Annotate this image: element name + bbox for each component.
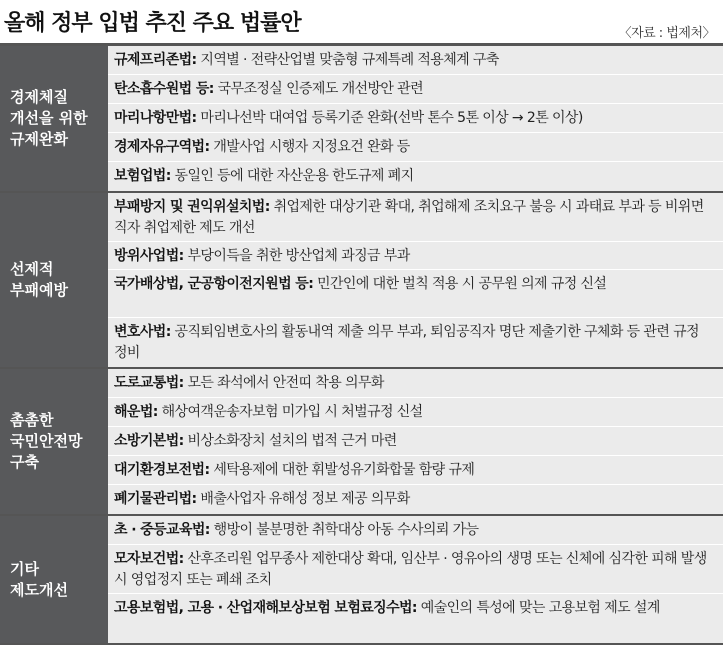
law-description: 부당이득을 취한 방산업체 과징금 부과 bbox=[183, 248, 410, 264]
law-description: 행방이 불분명한 취학대상 아동 수사의뢰 가능 bbox=[209, 522, 479, 538]
law-description: 동일인 등에 대한 자산운용 한도규제 폐지 bbox=[170, 168, 414, 184]
law-name: 고용보험법, 고용 · 산업재해보상보험 보험료징수법: bbox=[114, 600, 417, 616]
law-name: 마리나항만법: bbox=[114, 110, 197, 126]
category-label: 선제적 부패예방 bbox=[0, 193, 108, 367]
law-item bbox=[108, 545, 723, 594]
law-name: 탄소흡수원법 등: bbox=[114, 81, 214, 97]
law-name: 경제자유구역법: bbox=[114, 139, 210, 155]
category-label: 촘촘한 국민안전망 구축 bbox=[0, 369, 108, 514]
law-list bbox=[108, 516, 723, 643]
law-list bbox=[108, 46, 723, 191]
law-item bbox=[108, 516, 723, 545]
law-item bbox=[108, 193, 723, 242]
law-item bbox=[108, 162, 723, 191]
law-description: 개발사업 시행자 지정요건 완화 등 bbox=[209, 139, 410, 155]
law-name: 규제프리존법: bbox=[114, 52, 197, 68]
law-description: 국무조정실 인증제도 개선방안 관련 bbox=[213, 81, 424, 97]
category-label: 경제체질 개선을 위한 규제완화 bbox=[0, 46, 108, 191]
source-note: 〈자료 : 법제처〉 bbox=[618, 26, 715, 41]
law-description: 해상여객운송자보험 미가입 시 처벌규정 신설 bbox=[157, 404, 423, 420]
law-item bbox=[108, 485, 723, 514]
law-name: 해운법: bbox=[114, 404, 158, 420]
law-item bbox=[108, 369, 723, 398]
law-name: 국가배상법, 군공항이전지원법 등: bbox=[114, 276, 314, 292]
law-description: 공직퇴임변호사의 활동내역 제출 의무 부과, 퇴임공직자 명단 제출기한 구체화 등 관련 규정 정비 bbox=[114, 324, 699, 361]
law-description: 모든 좌석에서 안전띠 착용 의무화 bbox=[183, 375, 384, 391]
law-description: 비상소화장치 설치의 법적 근거 마련 bbox=[183, 433, 397, 449]
law-table bbox=[0, 46, 723, 645]
category-section bbox=[0, 46, 723, 193]
law-description: 마리나선박 대여업 등록기준 완화(선박 톤수 5톤 이상 → 2톤 이상) bbox=[196, 110, 583, 126]
law-name: 모자보건법: bbox=[114, 551, 184, 567]
law-description: 세탁용제에 대한 휘발성유기화합물 함량 규제 bbox=[209, 462, 475, 478]
law-item bbox=[108, 427, 723, 456]
law-name: 부패방지 및 권익위설치법: bbox=[114, 199, 270, 215]
law-description: 지역별 · 전략산업별 맞춤형 규제특례 적용체계 구축 bbox=[196, 52, 499, 68]
law-item bbox=[108, 456, 723, 485]
law-list bbox=[108, 193, 723, 367]
law-item bbox=[108, 133, 723, 162]
law-item bbox=[108, 398, 723, 427]
law-name: 변호사법: bbox=[114, 324, 171, 340]
law-name: 소방기본법: bbox=[114, 433, 184, 449]
category-section bbox=[0, 193, 723, 369]
law-list bbox=[108, 369, 723, 514]
law-name: 도로교통법: bbox=[114, 375, 184, 391]
law-description: 배출사업자 유해성 정보 제공 의무화 bbox=[196, 491, 410, 507]
law-item bbox=[108, 594, 723, 643]
category-section bbox=[0, 516, 723, 645]
law-description: 민간인에 대한 벌칙 적용 시 공무원 의제 규정 신설 bbox=[313, 276, 607, 292]
law-item bbox=[108, 104, 723, 133]
law-description: 예술인의 특성에 맞는 고용보험 제도 설계 bbox=[416, 600, 660, 616]
law-name: 보험업법: bbox=[114, 168, 171, 184]
law-name: 초 · 중등교육법: bbox=[114, 522, 210, 538]
category-label: 기타 제도개선 bbox=[0, 516, 108, 643]
law-item bbox=[108, 46, 723, 75]
category-section bbox=[0, 369, 723, 516]
header bbox=[0, 0, 723, 46]
page-title: 올해 정부 입법 추진 주요 법률안 bbox=[4, 11, 301, 36]
law-description: 취업제한 대상기관 확대, 취업해제 조치요구 불응 시 과태료 부과 등 비위면직자 취업제한 제도 개선 bbox=[114, 199, 704, 236]
law-name: 폐기물관리법: bbox=[114, 491, 197, 507]
law-item bbox=[108, 270, 723, 318]
law-description: 산후조리원 업무종사 제한대상 확대, 임산부 · 영유아의 생명 또는 신체에 심각한 피해 발생 시 영업정지 또는 폐쇄 조치 bbox=[114, 551, 707, 588]
law-item bbox=[108, 318, 723, 367]
law-name: 대기환경보전법: bbox=[114, 462, 210, 478]
law-name: 방위사업법: bbox=[114, 248, 184, 264]
law-item bbox=[108, 75, 723, 104]
law-item bbox=[108, 242, 723, 270]
